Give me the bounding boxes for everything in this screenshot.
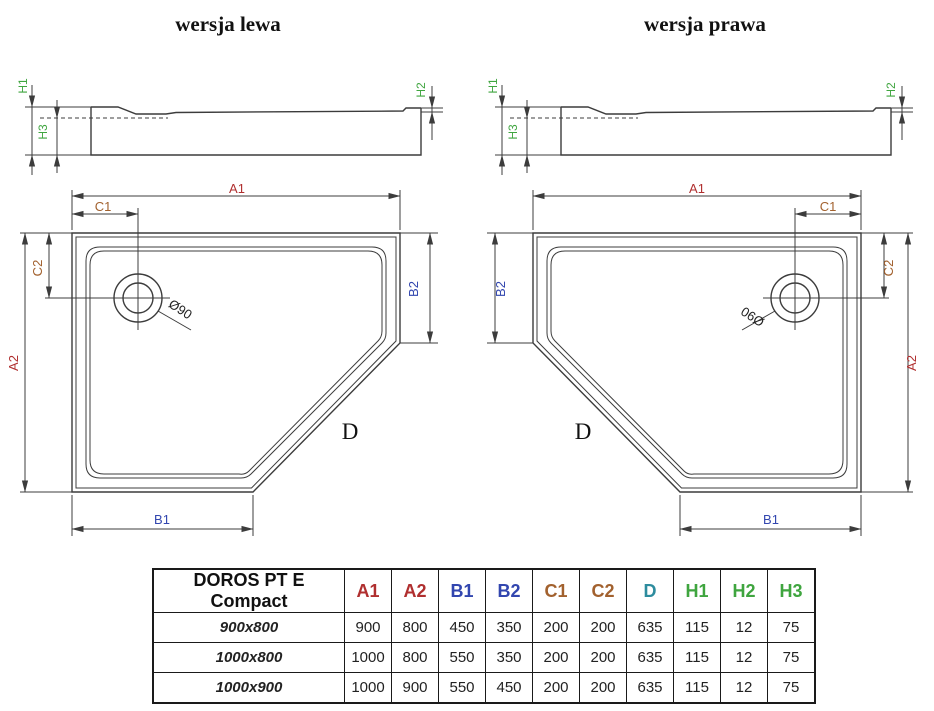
col-header-b2: B2 <box>486 569 533 613</box>
plan-view-right <box>465 180 925 540</box>
dim-label-h2: H2 <box>884 82 898 98</box>
dimension-lines <box>32 85 432 175</box>
cell-a1: 900 <box>345 613 392 643</box>
cell-h2: 12 <box>721 613 768 643</box>
dim-label-c2: C2 <box>30 259 45 277</box>
cell-h1: 115 <box>674 673 721 704</box>
extension-lines <box>487 190 913 536</box>
cell-a2: 800 <box>392 643 439 673</box>
version-title-right: wersja prawa <box>644 12 766 36</box>
spec-table <box>152 568 816 704</box>
table-row-1000x900 <box>153 673 815 704</box>
cell-d: 635 <box>627 673 674 704</box>
cell-a2: 800 <box>392 613 439 643</box>
col-header-c1: C1 <box>533 569 580 613</box>
side-profile-right <box>486 60 930 180</box>
dim-label-a1: A1 <box>229 181 245 196</box>
table-title: DOROS PT E Compact <box>153 569 345 613</box>
dimension-lines <box>502 85 902 175</box>
model-name: 1000x800 <box>153 643 345 673</box>
dim-label-a2: A2 <box>904 355 919 371</box>
dim-label-c1: C1 <box>819 199 837 214</box>
cell-c2: 200 <box>580 643 627 673</box>
dim-label-c2: C2 <box>881 259 896 277</box>
dimension-lines <box>495 196 908 529</box>
dim-label-h1: H1 <box>16 78 30 94</box>
dim-label-a2: A2 <box>6 355 21 371</box>
col-header-a1: A1 <box>345 569 392 613</box>
cell-h3: 75 <box>768 643 816 673</box>
dim-label-b2: B2 <box>406 281 421 297</box>
cell-b2: 350 <box>486 643 533 673</box>
dim-label-d: D <box>341 419 359 444</box>
dim-label-h1: H1 <box>486 78 500 94</box>
tray-profile-outline <box>561 107 891 155</box>
cell-h1: 115 <box>674 613 721 643</box>
cell-c1: 200 <box>533 673 580 704</box>
cell-b1: 450 <box>439 613 486 643</box>
cell-h1: 115 <box>674 643 721 673</box>
extension-lines <box>25 107 443 155</box>
plan-view-left <box>6 180 470 540</box>
dim-label-d: D <box>574 419 592 444</box>
col-header-b1: B1 <box>439 569 486 613</box>
dim-label-h3: H3 <box>506 124 520 140</box>
dim-label-b1: B1 <box>763 512 779 527</box>
cell-c1: 200 <box>533 643 580 673</box>
cell-b2: 450 <box>486 673 533 704</box>
cell-c2: 200 <box>580 613 627 643</box>
side-profile-left <box>16 60 460 180</box>
model-name: 900x800 <box>153 613 345 643</box>
extension-lines <box>20 190 438 536</box>
cell-d: 635 <box>627 643 674 673</box>
tray-outline <box>72 233 400 492</box>
cell-h3: 75 <box>768 673 816 704</box>
col-header-c2: C2 <box>580 569 627 613</box>
cell-c1: 200 <box>533 613 580 643</box>
col-header-h3: H3 <box>768 569 816 613</box>
tray-outline <box>533 233 861 492</box>
cell-a1: 1000 <box>345 673 392 704</box>
dim-label-b2: B2 <box>493 281 508 297</box>
cell-a1: 1000 <box>345 643 392 673</box>
cell-b2: 350 <box>486 613 533 643</box>
cell-b1: 550 <box>439 643 486 673</box>
cell-h3: 75 <box>768 613 816 643</box>
version-title-left: wersja lewa <box>175 12 281 36</box>
extension-lines <box>495 107 913 155</box>
col-header-d: D <box>627 569 674 613</box>
dim-label-h2: H2 <box>414 82 428 98</box>
cell-h2: 12 <box>721 673 768 704</box>
cell-d: 635 <box>627 613 674 643</box>
cell-c2: 200 <box>580 673 627 704</box>
model-name: 1000x900 <box>153 673 345 704</box>
cell-a2: 900 <box>392 673 439 704</box>
cell-h2: 12 <box>721 643 768 673</box>
drain-diameter-label: Ø90 <box>738 303 767 330</box>
cell-b1: 550 <box>439 673 486 704</box>
col-header-h1: H1 <box>674 569 721 613</box>
table-row-1000x800 <box>153 643 815 673</box>
drain-diameter-label: Ø90 <box>166 296 195 323</box>
tray-profile-outline <box>91 107 421 155</box>
col-header-a2: A2 <box>392 569 439 613</box>
dim-label-h3: H3 <box>36 124 50 140</box>
table-header-row <box>153 569 815 613</box>
col-header-h2: H2 <box>721 569 768 613</box>
dim-label-a1: A1 <box>689 181 705 196</box>
table-row-900x800 <box>153 613 815 643</box>
dim-label-c1: C1 <box>94 199 112 214</box>
dim-label-b1: B1 <box>154 512 170 527</box>
